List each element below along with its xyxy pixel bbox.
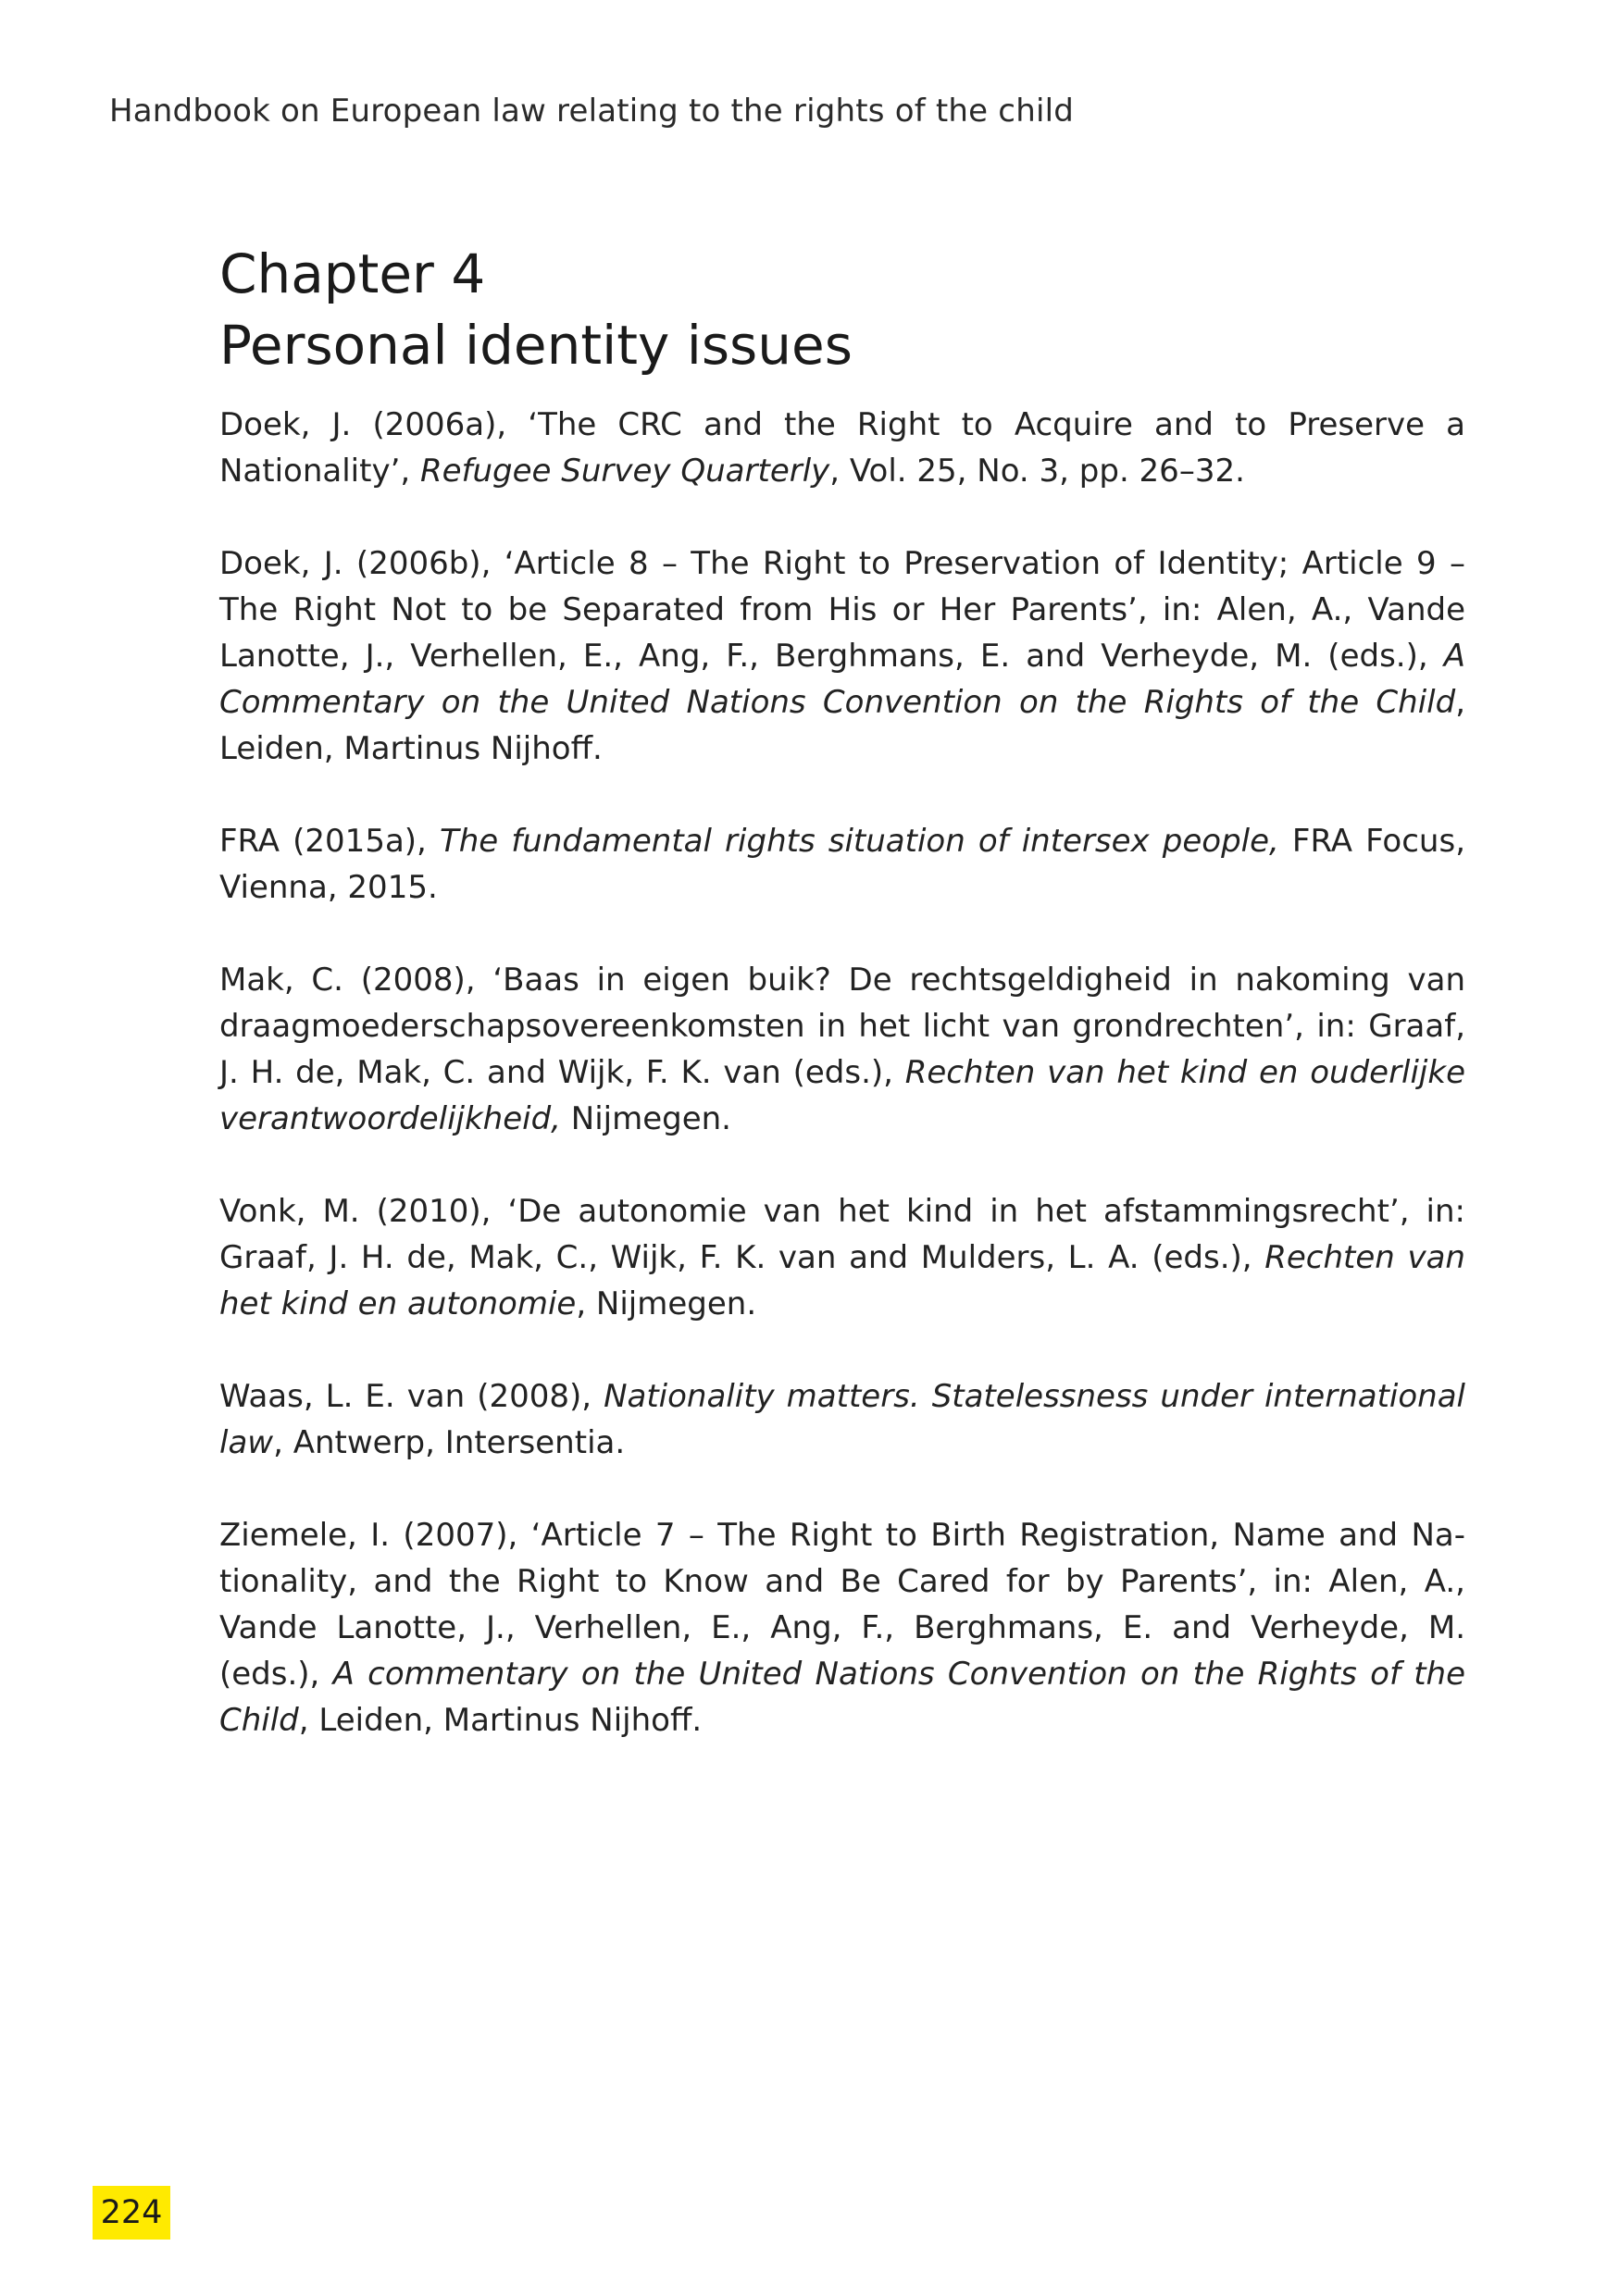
reference-publication-title: The fundamental rights situation of intersex people, xyxy=(439,823,1279,860)
chapter-title xyxy=(219,239,1465,381)
reference-text: , Vol. 25, No. 3, pp. 26–32. xyxy=(829,453,1245,490)
reference-text: Ziemele, I. (2007), ‘Article 7 – The Right to Birth Registration, Name and Nationality, and the Right to Know and Be Cared for by Parents’, in: Alen, A., Vande Lanotte, J., Verhellen, E., Ang, F., Berghmans, E. and Verheyde, M. (eds.), xyxy=(219,1517,1465,1693)
reference-text: , Nijmegen. xyxy=(576,1285,757,1322)
reference-entry xyxy=(219,402,1465,494)
reference-text: Doek, J. (2006b), ‘Article 8 – The Right to Preservation of Identity; Article 9 – The Right Not to be Separated from His or Her Parents’, in: Alen, A., Vande Lanotte, J., Verhellen, E., Ang, F., Berghmans, E. and Verheyde, M. (eds.), xyxy=(219,545,1465,675)
reference-entry xyxy=(219,957,1465,1142)
reference-text: , Antwerp, Intersentia. xyxy=(273,1424,626,1461)
running-header: Handbook on European law relating to the rights of the child xyxy=(109,93,1075,130)
reference-entry xyxy=(219,540,1465,772)
reference-publication-title: Rechten van het kind en ouderlijke verantwoordelijkheid, xyxy=(219,1054,1465,1137)
reference-text: FRA (2015a), xyxy=(219,823,440,860)
reference-text: Nijmegen. xyxy=(560,1100,731,1137)
chapter-number: Chapter 4 xyxy=(219,242,486,305)
reference-text: Waas, L. E. van (2008), xyxy=(219,1378,604,1415)
reference-publication-title: Refugee Survey Quarterly xyxy=(420,453,830,490)
reference-text: , Leiden, Martinus Nijhoff. xyxy=(219,684,1465,767)
reference-publication-title: Nationality matters. Statelessness under international law xyxy=(219,1378,1465,1461)
reference-publication-title: A Commentary on the United Nations Convention on the Rights of the Child xyxy=(219,638,1465,721)
reference-text: Vonk, M. (2010), ‘De autonomie van het kind in het afstammingsrecht’, in: Graaf, J. H. de, Mak, C., Wijk, F. K. van and Mulders, L. A. (eds.), xyxy=(219,1193,1465,1276)
reference-entry xyxy=(219,1512,1465,1744)
main-content xyxy=(219,239,1465,1790)
reference-entry xyxy=(219,1373,1465,1466)
reference-text: Doek, J. (2006a), ‘The CRC and the Right to Acquire and to Preserve a Nationality’, xyxy=(219,406,1465,490)
reference-entry xyxy=(219,818,1465,911)
reference-publication-title: Rechten van het kind en autonomie xyxy=(219,1239,1465,1322)
reference-text: FRA Focus, Vienna, 2015. xyxy=(219,823,1465,906)
chapter-name: Personal identity issues xyxy=(219,314,853,377)
reference-entry xyxy=(219,1188,1465,1327)
reference-text: , Leiden, Martinus Nijhoff. xyxy=(298,1702,703,1739)
reference-publication-title: A commentary on the United Nations Convention on the Rights of the Child xyxy=(219,1656,1465,1739)
page-number: 224 xyxy=(93,2186,170,2240)
reference-text: Mak, C. (2008), ‘Baas in eigen buik? De rechtsgeldigheid in nakoming van draagmoederschapsovereenkomsten in het licht van grondrechten’, in: Graaf, J. H. de, Mak, C. and Wijk, F. K. van (eds.), xyxy=(219,962,1465,1091)
